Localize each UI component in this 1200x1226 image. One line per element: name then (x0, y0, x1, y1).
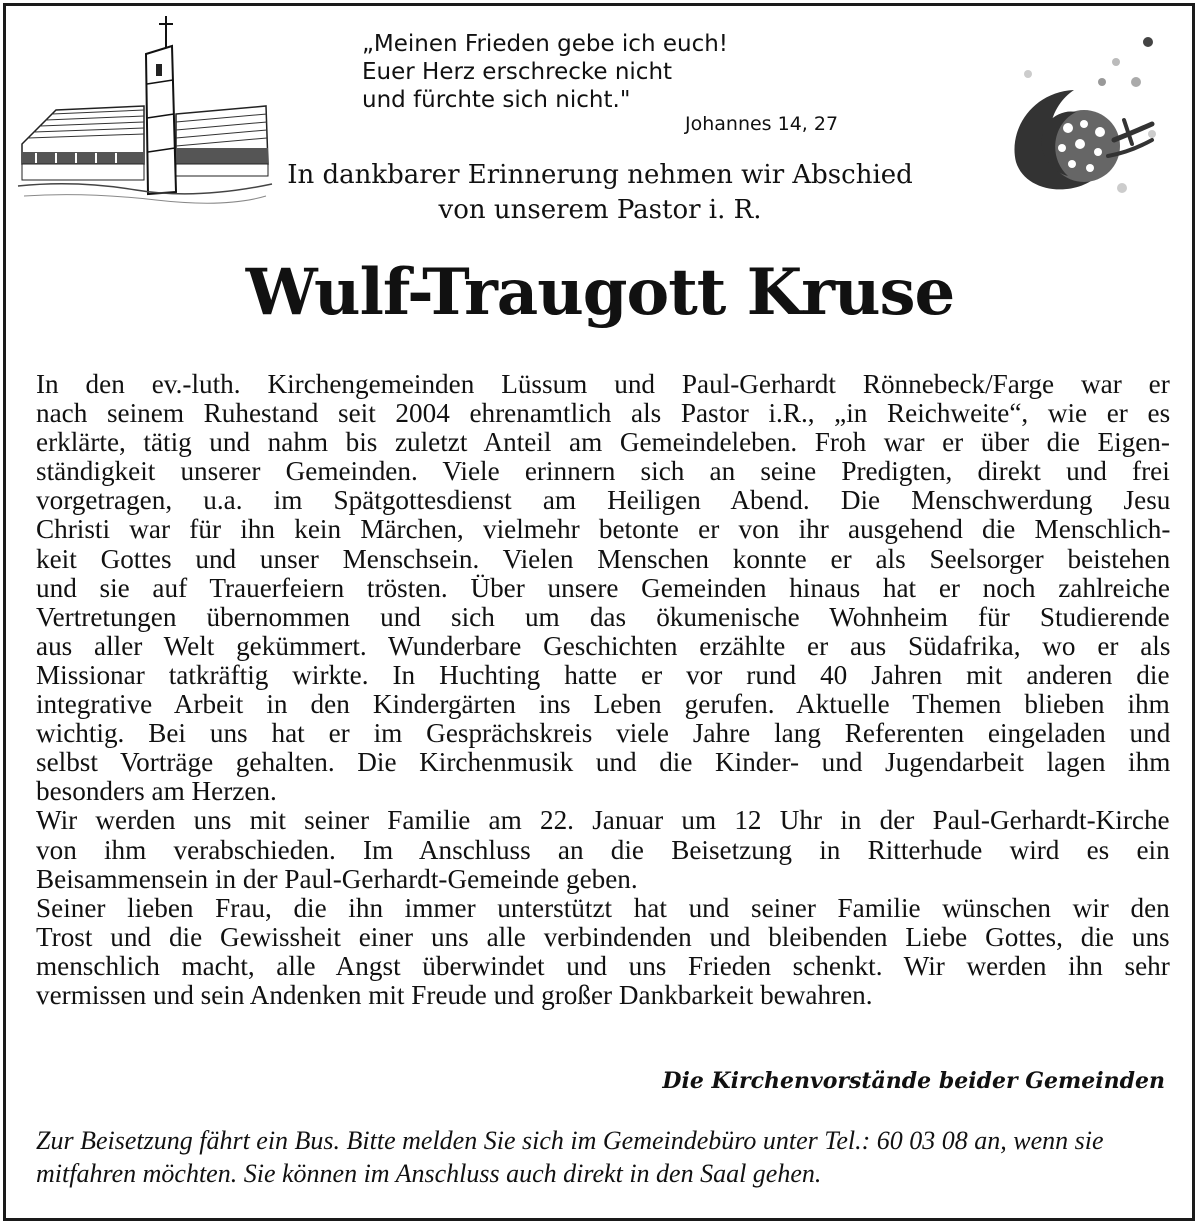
signature: Die Kirchenvorstände beider Gemeinden (662, 1068, 1165, 1094)
body-line: menschlich macht, alle Angst überwindet und uns Frieden schenkt. Wir werden ihn sehr (36, 950, 1170, 981)
body-text (36, 370, 1170, 1010)
body-line: wichtig. Bei uns hat er im Gesprächskreis viele Jahre lang Referenten eingeladen und (36, 718, 1171, 749)
body-line: Wir werden uns mit seiner Familie am 22. Januar um 12 Uhr in der Paul-Gerhardt-Kirche (36, 805, 1170, 836)
body-line: vermissen und sein Andenken mit Freude und großer Dankbarkeit bewahren. (36, 979, 873, 1010)
church-building-icon (16, 14, 274, 210)
body-line: Beisammensein in der Paul-Gerhardt-Gemeinde geben. (36, 863, 638, 894)
note-line-2: mitfahren möchten. Sie können im Anschluss auch direkt in den Saal gehen. (36, 1159, 822, 1188)
body-line: keit Gottes und unser Menschsein. Vielen Menschen konnte er als Seelsorger beistehen (36, 543, 1171, 574)
quote-reference: Johannes 14, 27 (685, 113, 839, 135)
body-line: ständigkeit unserer Gemeinden. Viele erinnern sich an seine Predigten, direkt und frei (36, 456, 1170, 487)
body-line: Trost und die Gewissheit einer uns alle verbindenden und bleibenden Liebe Gottes, die uns (36, 921, 1170, 952)
intro-text (250, 158, 950, 228)
bible-quote (362, 30, 842, 114)
moon-dots-logo-icon (1004, 28, 1164, 198)
note-line-1: Zur Beisetzung fährt ein Bus. Bitte melden Sie sich im Gemeindebüro unter Tel.: 60 03 08 an, wenn sie (36, 1126, 1104, 1155)
body-line: und sie auf Trauerfeiern trösten. Über unsere Gemeinden hinaus hat er noch zahlreiche (36, 572, 1170, 603)
quote-line: „Meinen Frieden gebe ich euch! (362, 31, 729, 57)
body-line: Christi war für ihn kein Märchen, vielmehr betonte er von ihr ausgehend die Menschlich- (36, 514, 1171, 545)
intro-line-1: In dankbarer Erinnerung nehmen wir Abschied (287, 160, 913, 190)
body-line: nach seinem Ruhestand seit 2004 ehrenamtlich als Pastor i.R., „in Reichweite“, wie er es (36, 398, 1171, 429)
body-line: von ihm verabschieden. Im Anschluss an die Beisetzung in Ritterhude wird es ein (36, 834, 1170, 865)
body-line: aus aller Welt gekümmert. Wunderbare Geschichten erzählte er aus Südafrika, wo er als (36, 630, 1171, 661)
body-line: Vertretungen übernommen und sich um das ökumenische Wohnheim für Studierende (36, 601, 1170, 632)
deceased-name: Wulf-Traugott Kruse (245, 255, 955, 330)
body-line: selbst Vorträge gehalten. Die Kirchenmusik und die Kinder- und Jugendarbeit lagen ihm (36, 747, 1171, 778)
quote-line: Euer Herz erschrecke nicht (362, 59, 673, 85)
body-line: Missionar tatkräftig wirkte. In Huchting hatte er vor rund 40 Jahren mit anderen die (36, 659, 1170, 690)
body-line: In den ev.-luth. Kirchengemeinden Lüssum und Paul-Gerhardt Rönnebeck/Farge war er (36, 369, 1170, 399)
body-line: integrative Arbeit in den Kindergärten ins Leben gerufen. Aktuelle Themen blieben ihm (36, 689, 1170, 720)
bus-note (36, 1124, 1170, 1190)
quote-line: und fürchte sich nicht." (362, 87, 631, 113)
body-line: besonders am Herzen. (36, 776, 277, 807)
body-line: erklärte, tätig und nahm bis zuletzt Anteil am Gemeindeleben. Froh war er über die Eigen- (36, 427, 1170, 458)
body-line: Seiner lieben Frau, die ihn immer unterstützt hat und seiner Familie wünschen wir den (36, 892, 1170, 923)
intro-line-2: von unserem Pastor i. R. (438, 195, 762, 225)
body-line: vorgetragen, u.a. im Spätgottesdienst am Heiligen Abend. Die Menschwerdung Jesu (36, 485, 1171, 516)
